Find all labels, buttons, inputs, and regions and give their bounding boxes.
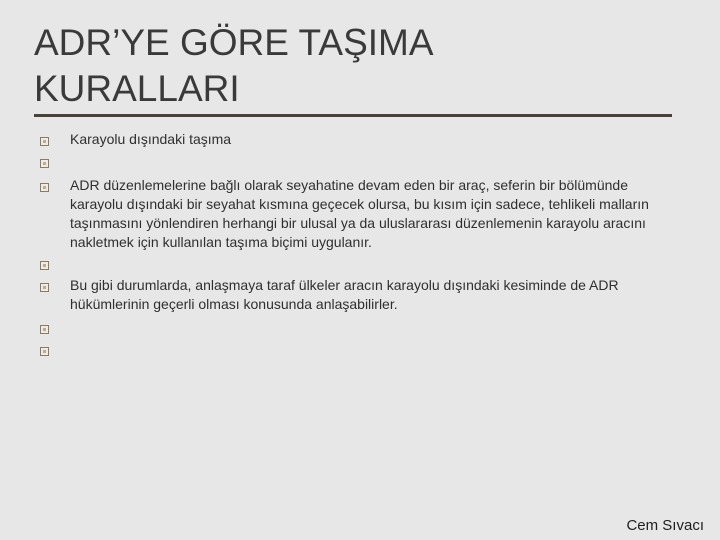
bullet-item: [38, 276, 678, 314]
square-bullet-icon: [40, 325, 49, 334]
square-bullet-icon: [40, 137, 49, 146]
square-bullet-icon: [40, 159, 49, 168]
bullet-item: [38, 130, 678, 152]
title-line-2: KURALLARI: [34, 68, 240, 109]
square-bullet-icon: [40, 347, 49, 356]
bullet-text: ADR düzenlemelerine bağlı olarak seyahatine devam eden bir araç, seferin bir bölümünde karayolu dışındaki bir seyahat kısmına geçecek olursa, bu kısım için sadece, tehlikeli malların taşınmasını yönlendiren herhangi bir ulusal ya da uluslararası düzenlemenin karayolu aracını nakletmek için kullanılan taşıma biçimi uygulanır.: [70, 177, 649, 250]
bullet-item: [38, 254, 678, 276]
bullet-item: [38, 176, 678, 252]
bullet-item: [38, 318, 678, 340]
square-bullet-icon: [40, 183, 49, 192]
bullet-item: [38, 152, 678, 174]
title-underline: [34, 114, 672, 117]
slide-title: [34, 20, 674, 112]
title-line-1: ADR’YE GÖRE TAŞIMA: [34, 22, 434, 63]
square-bullet-icon: [40, 261, 49, 270]
square-bullet-icon: [40, 283, 49, 292]
bullet-text: Bu gibi durumlarda, anlaşmaya taraf ülkeler aracın karayolu dışındaki kesiminde de ADR hükümlerinin geçerli olması konusunda anlaşabilirler.: [70, 277, 619, 312]
bullet-text: Karayolu dışındaki taşıma: [70, 131, 232, 147]
author-name: Cem Sıvacı: [626, 517, 704, 534]
bullet-item: [38, 340, 678, 362]
bullet-list: [38, 128, 678, 362]
